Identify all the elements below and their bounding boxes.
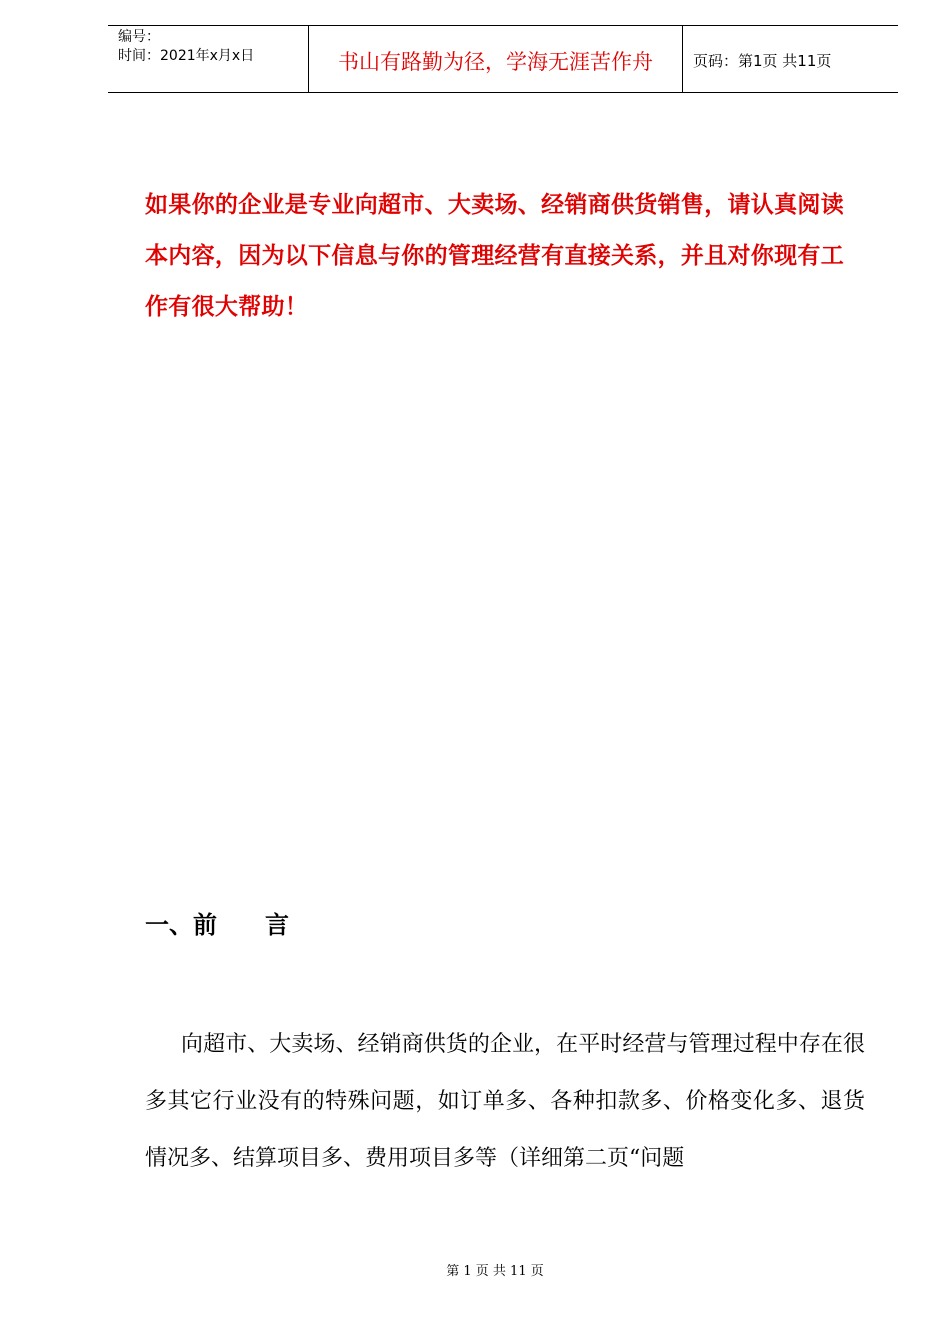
- notice-line: 作有很大帮助！: [145, 294, 309, 320]
- section-heading: 一、前 言: [145, 911, 289, 939]
- notice-line: 本内容，因为以下信息与你的管理经营有直接关系，并且对你现有工: [145, 243, 844, 269]
- serial-number-label: 编号：: [118, 29, 160, 45]
- header-page-number: 页码：第1页 共11页: [693, 52, 832, 70]
- red-notice: [145, 180, 867, 333]
- date-label: 时间：2021年x月x日: [118, 48, 255, 64]
- header-motto: 书山有路勤为径，学海无涯苦作舟: [338, 50, 653, 74]
- page-header: [108, 25, 898, 93]
- body-paragraph: 向超市、大卖场、经销商供货的企业，在平时经营与管理过程中存在很多其它行业没有的特殊问题，如订单多、各种扣款多、价格变化多、退货情况多、结算项目多、费用项目多等（详细第二页“问题: [145, 1032, 865, 1171]
- header-motto-cell: [309, 26, 683, 92]
- notice-line: 如果你的企业是专业向超市、大卖场、经销商供货销售，请认真阅读: [145, 192, 844, 218]
- header-info-cell: [108, 26, 309, 92]
- page-footer: 第 1 页 共 11 页: [446, 1264, 544, 1279]
- header-page-cell: [683, 26, 898, 92]
